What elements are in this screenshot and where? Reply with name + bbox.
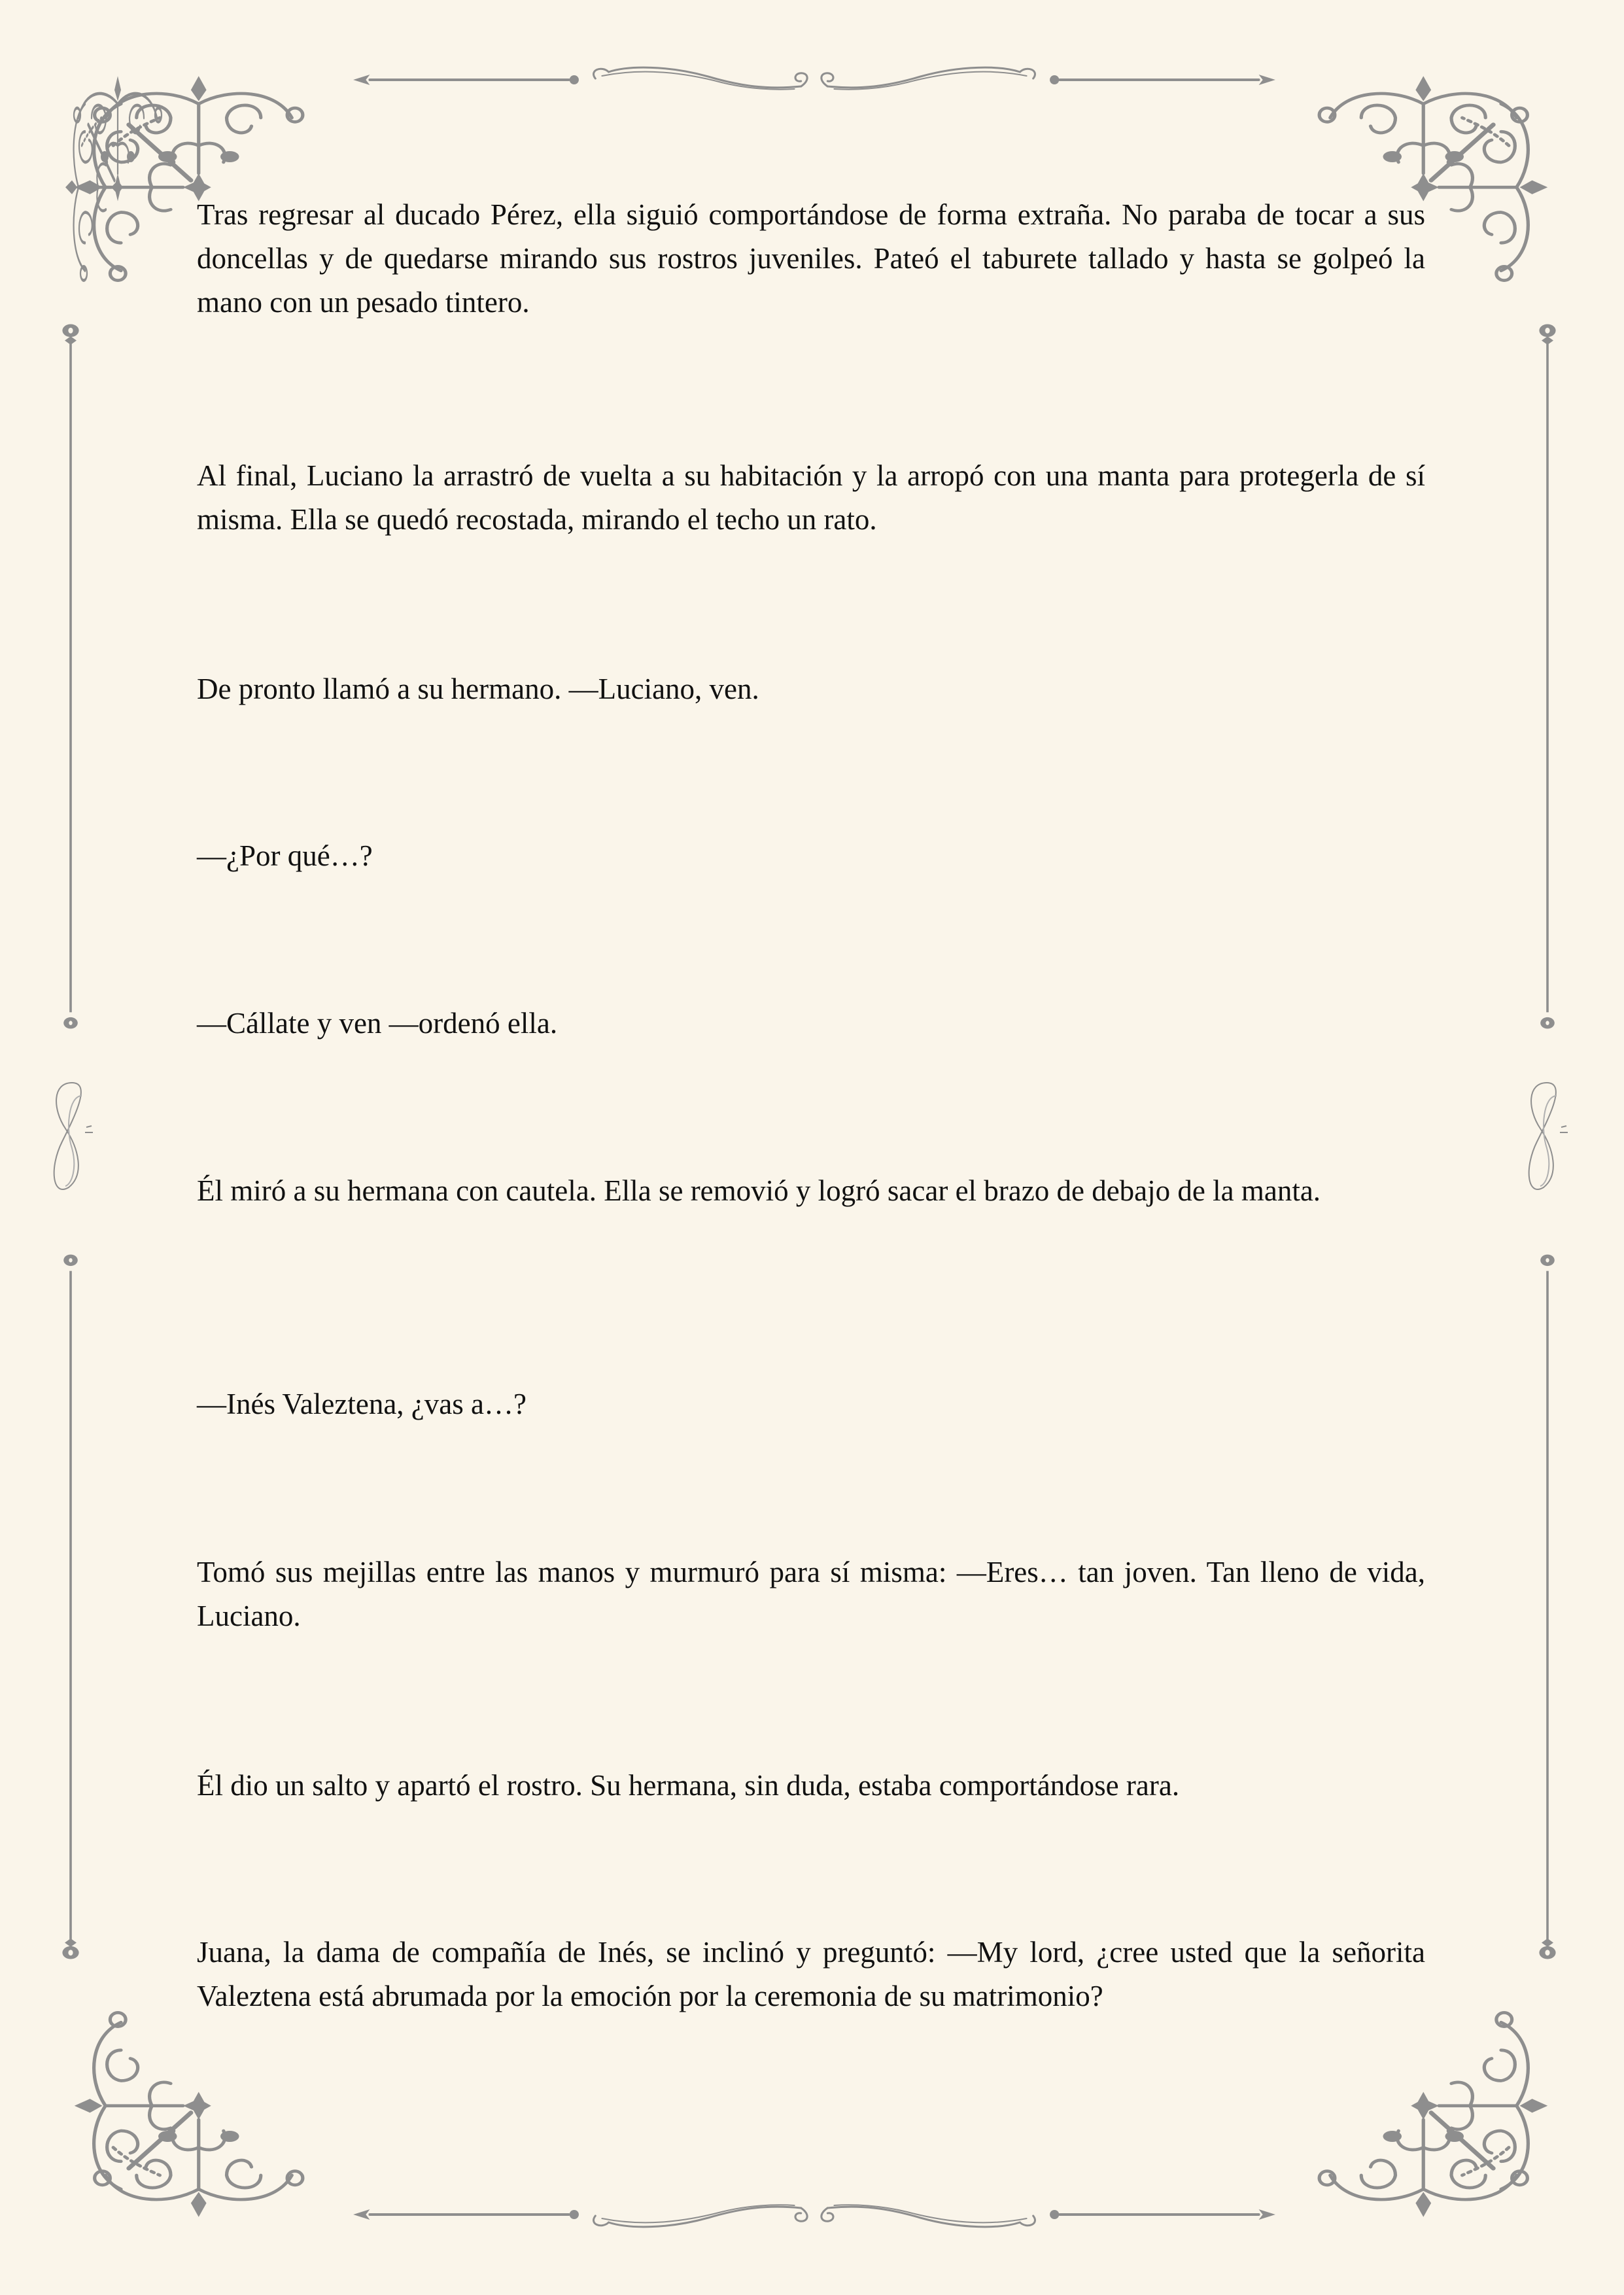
paragraph-text: —Inés Valeztena, ¿vas a…?	[197, 1388, 527, 1420]
paragraph-4	[197, 834, 1425, 878]
paragraph-3	[197, 667, 1425, 711]
paragraph-10	[197, 1931, 1425, 2018]
paragraph-text: De pronto llamó a su hermano. —Luciano, ven.	[197, 673, 759, 705]
left-rod-upper-icon	[59, 321, 82, 1034]
paragraph-text: Juana, la dama de compañía de Inés, se inclinó y preguntó: —My lord, ¿cree usted que la señorita Valeztena está abrumada por la emoción por la ceremonia de su matrimonio?	[197, 1936, 1425, 2012]
paragraph-7	[197, 1382, 1425, 1426]
top-flourish-divider-icon	[350, 60, 1279, 99]
left-knot-ornament-icon	[46, 1066, 98, 1204]
paragraph-2	[197, 454, 1425, 542]
right-rod-upper-icon	[1536, 321, 1559, 1034]
paragraph-text: Al final, Luciano la arrastró de vuelta a su habitación y la arropó con una manta para protegerla de sí misma. Ella se quedó recostada, mirando el techo un rato.	[197, 459, 1425, 536]
paragraph-text: Él dio un salto y apartó el rostro. Su hermana, sin duda, estaba comportándose rara.	[197, 1769, 1180, 1802]
bottom-flourish-divider-icon	[350, 2195, 1279, 2234]
paragraph-text: Tomó sus mejillas entre las manos y murmuró para sí misma: —Eres… tan joven. Tan lleno de vida, Luciano.	[197, 1556, 1425, 1632]
left-rod-lower-icon	[59, 1250, 82, 1963]
paragraph-text: —Cállate y ven —ordenó ella.	[197, 1007, 558, 1040]
paragraph-text: Tras regresar al ducado Pérez, ella siguió comportándose de forma extraña. No paraba de tocar a sus doncellas y de quedarse mirando sus rostros juveniles. Pateó el taburete tallado y hasta se golpeó la mano con un pesado tintero.	[197, 198, 1425, 319]
paragraph-text: —¿Por qué…?	[197, 839, 373, 872]
right-knot-ornament-icon	[1521, 1066, 1573, 1204]
paragraph-6	[197, 1169, 1425, 1213]
paragraph-9	[197, 1764, 1425, 1808]
corner-ornament-bottom-right-icon	[1315, 2008, 1563, 2231]
corner-ornament-bottom-left-icon	[59, 2008, 307, 2231]
paragraph-1	[197, 193, 1425, 324]
right-rod-lower-icon	[1536, 1250, 1559, 1963]
paragraph-8	[197, 1550, 1425, 1638]
paragraph-text: Él miró a su hermana con cautela. Ella se removió y logró sacar el brazo de debajo de la manta.	[197, 1174, 1321, 1207]
paragraph-5	[197, 1002, 1425, 1045]
